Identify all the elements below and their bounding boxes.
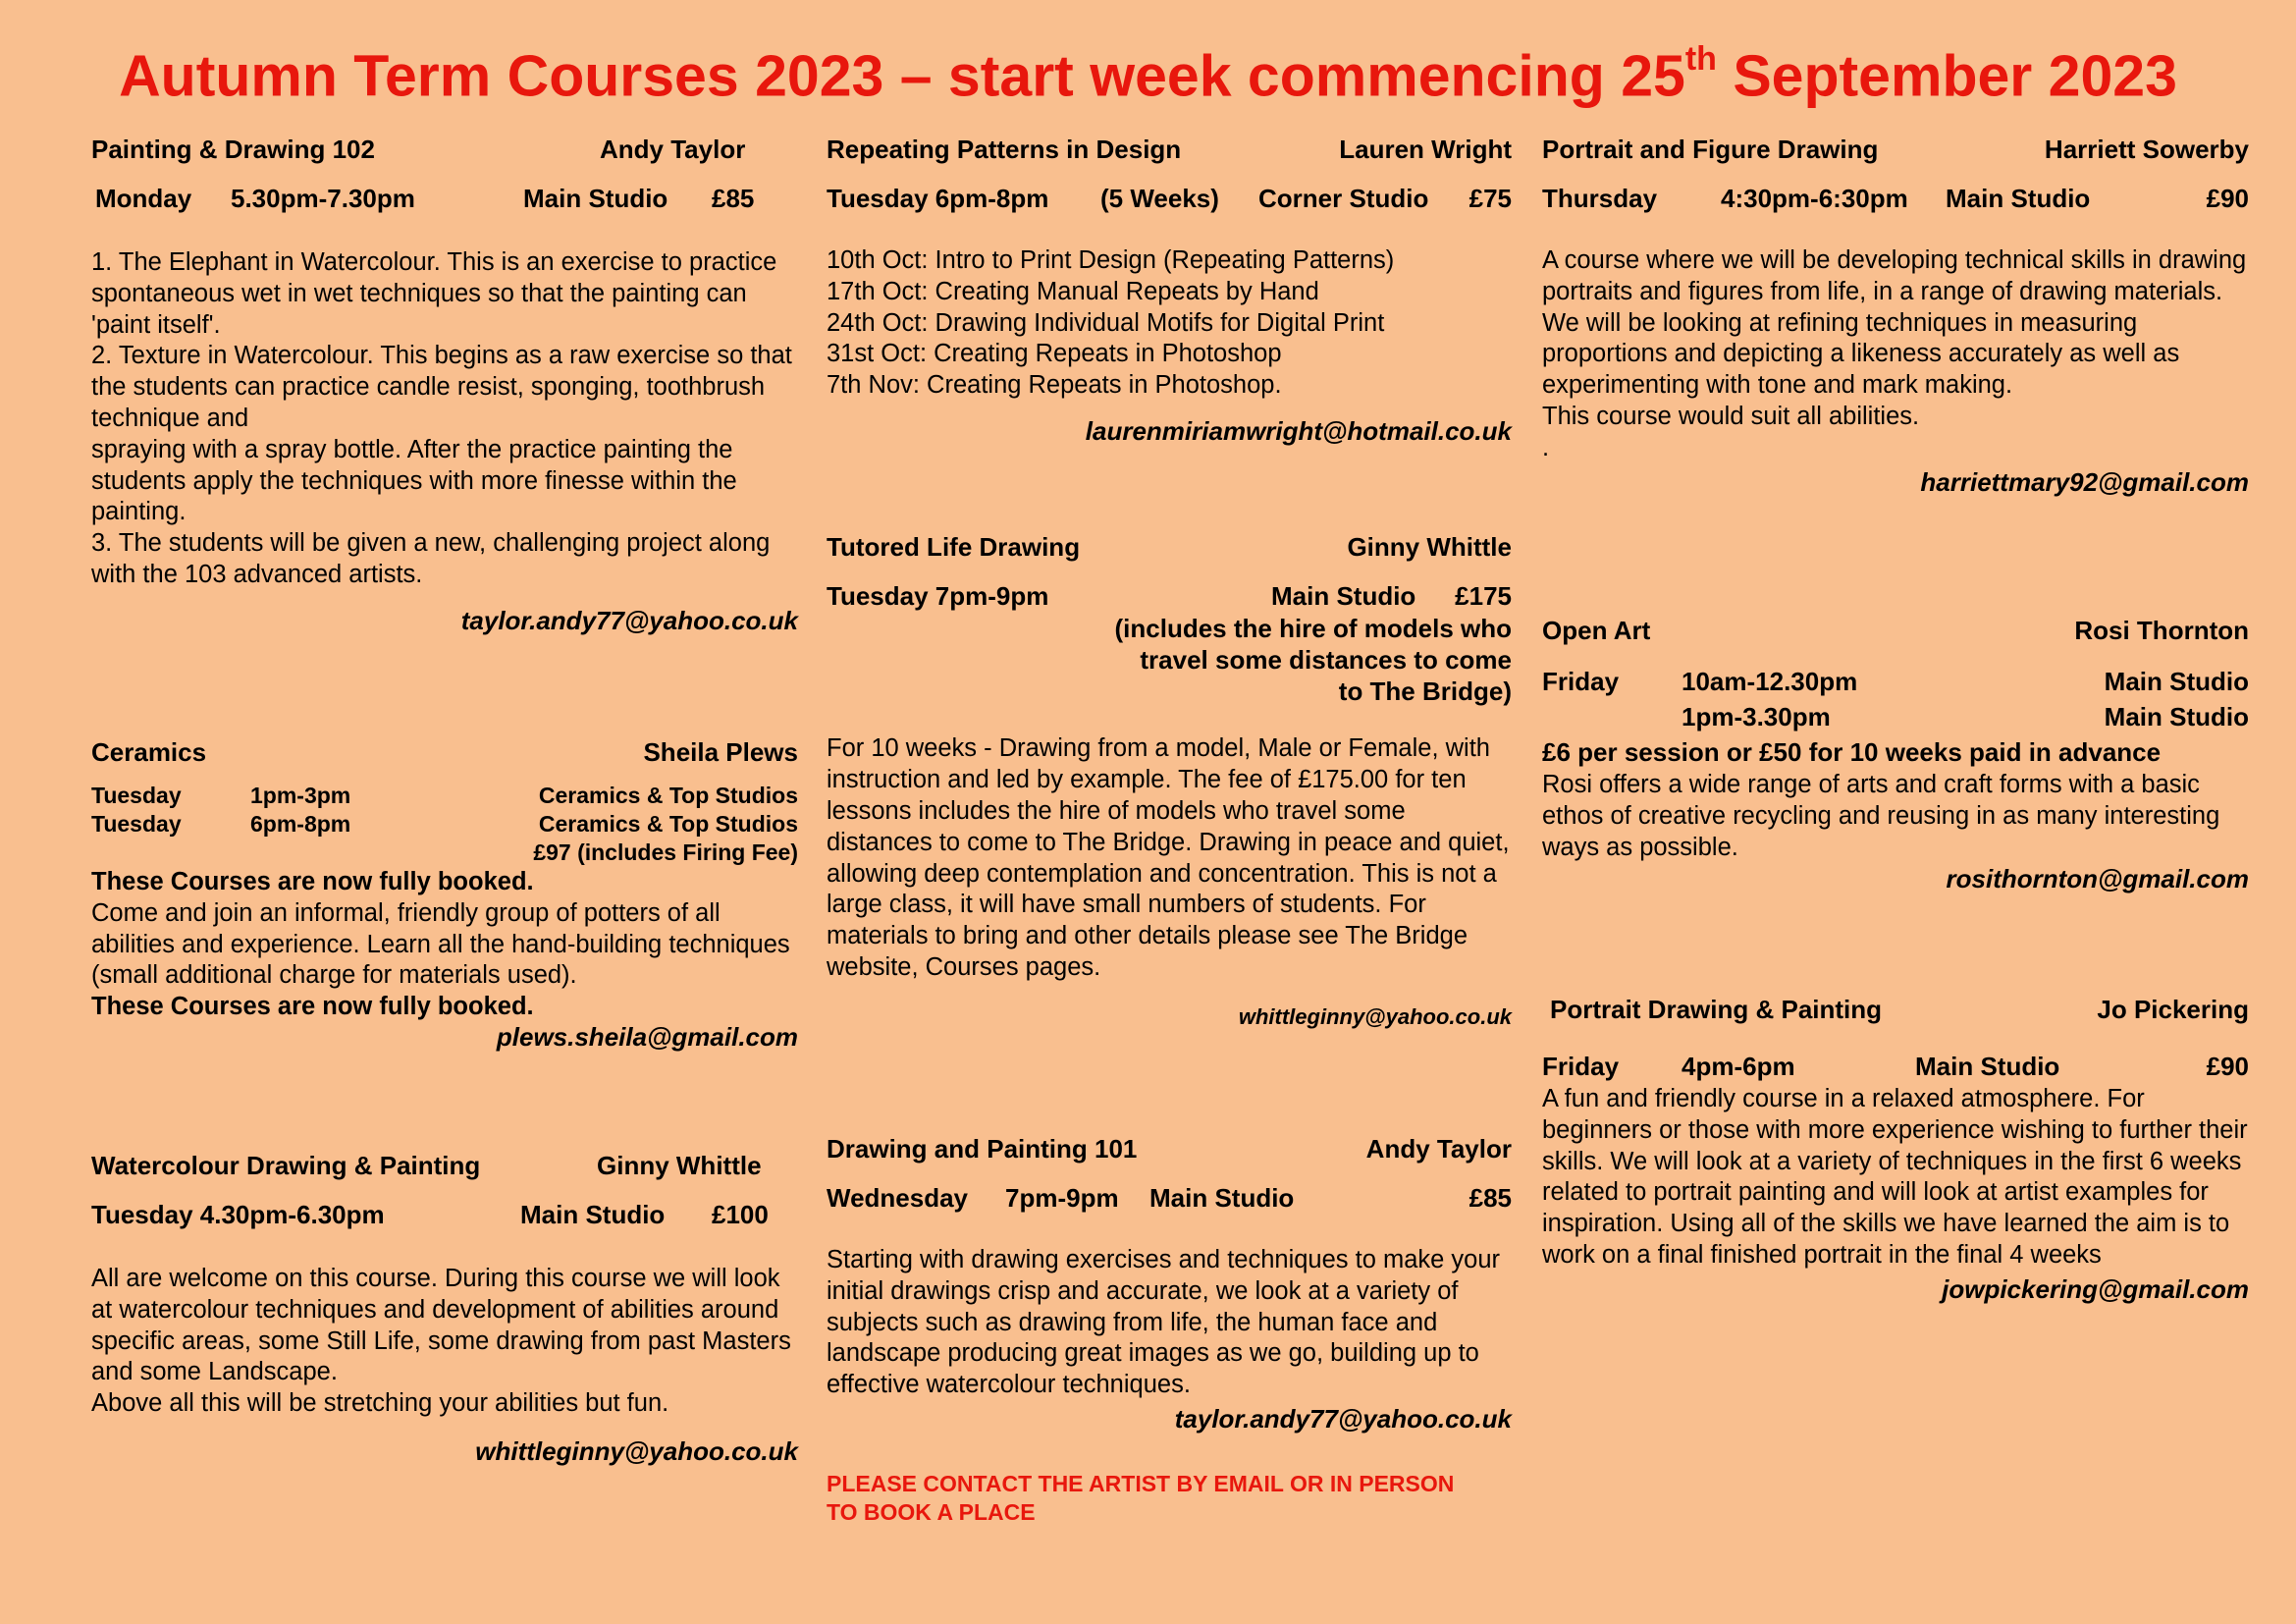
course-studio: Corner Studio [1258, 184, 1429, 213]
course-price: £175 [1455, 581, 1512, 611]
course-day: Friday [1542, 1052, 1620, 1081]
course-studio: Main Studio [2104, 702, 2249, 731]
course-name: Ceramics [91, 737, 207, 767]
course-studio: Ceramics & Top Studios [538, 811, 798, 837]
course-description: 1. The Elephant in Watercolour. This is an exercise to practice spontaneous wet in wet techniques so that the painting can 'paint itself'. 2. Texture in Watercolour. This begins as a raw exercise so that the students can practice candle resist, sponging, toothbrush technique and spraying with a spray bottle. After the practice painting the students apply the techniques with more finesse within the painting. 3. The students will be given a new, challenging project along with the 103 advanced artists. [91, 248, 792, 588]
course-name: Watercolour Drawing & Painting [91, 1151, 481, 1180]
course-name: Repeating Patterns in Design [827, 135, 1182, 164]
course-studio: Ceramics & Top Studios [538, 783, 798, 808]
course-description: Rosi offers a wide range of arts and craft forms with a basic ethos of creative recycling and reusing in as many interesting ways as possible. [1542, 771, 2220, 861]
course-studio: Main Studio [1946, 184, 2091, 213]
course-ceramics [91, 734, 798, 1055]
course-life-drawing [827, 529, 1512, 1035]
course-day-time: Tuesday 6pm-8pm [827, 184, 1049, 213]
course-painting-102 [91, 132, 798, 638]
course-time: 7pm-9pm [1005, 1183, 1119, 1213]
course-day-time: Tuesday 7pm-9pm [827, 581, 1049, 611]
course-day: Monday [95, 184, 192, 213]
course-price: £85 [712, 184, 755, 213]
course-day: Wednesday [827, 1183, 969, 1213]
course-email[interactable]: jowpickering@gmail.com [1942, 1273, 2249, 1304]
course-name: Open Art [1542, 616, 1651, 645]
course-description: For 10 weeks - Drawing from a model, Male or Female, with instruction and led by example. The fee of £175.00 for ten lessons includes the hire of models who travel some distances to come to The Bridge. Drawing in peace and quiet, allowing deep contemplation and concentration. This is not a large class, it will have small numbers of students. For materials to bring and other details please see The Bridge website, Courses pages. [827, 734, 1510, 981]
course-email[interactable]: plews.sheila@gmail.com [496, 1021, 798, 1052]
page-title: Autumn Term Courses 2023 – start week commencing 25th September 2023 [119, 40, 2177, 109]
course-time: 5.30pm-7.30pm [231, 184, 415, 213]
course-description: A fun and friendly course in a relaxed atmosphere. For beginners or those with more experience wishing to further their skills. We will look at a variety of techniques in the first 6 weeks related to portrait painting and will look at artist examples for inspiration. Using all of the skills we have learned the aim is to work on a final finished portrait in the final 4 weeks [1542, 1085, 2248, 1269]
course-email[interactable]: harriettmary92@gmail.com [1920, 466, 2249, 497]
course-tutor: Harriett Sowerby [2044, 135, 2249, 164]
course-email[interactable]: rosithornton@gmail.com [1946, 864, 2249, 894]
course-portrait-figure [1542, 132, 2249, 500]
course-watercolour [91, 1148, 798, 1469]
course-time: 1pm-3pm [250, 783, 351, 808]
course-tutor: Sheila Plews [643, 737, 798, 767]
course-time: 1pm-3.30pm [1682, 702, 1831, 731]
course-day: Friday [1542, 667, 1620, 696]
course-day: Thursday [1542, 184, 1658, 213]
booking-notice: PLEASE CONTACT THE ARTIST BY EMAIL OR IN PERSON TO BOOK A PLACE [827, 1470, 1455, 1525]
course-portrait-painting [1542, 992, 2249, 1307]
course-price: £75 [1468, 184, 1512, 213]
course-tutor: Lauren Wright [1339, 135, 1512, 164]
course-name: Painting & Drawing 102 [91, 135, 375, 164]
course-time: 4pm-6pm [1682, 1052, 1795, 1081]
course-repeating-patterns [827, 132, 1512, 449]
course-tutor: Andy Taylor [600, 135, 746, 164]
course-email[interactable]: whittleginny@yahoo.co.uk [475, 1435, 798, 1466]
course-studio: Main Studio [523, 184, 668, 213]
course-studio: Main Studio [2104, 667, 2249, 696]
course-email[interactable]: taylor.andy77@yahoo.co.uk [460, 605, 798, 635]
course-tutor: Rosi Thornton [2074, 616, 2249, 645]
course-time: 10am-12.30pm [1682, 667, 1858, 696]
course-description: All are welcome on this course. During this course we will look at watercolour techniques and development of abilities around specific areas, some Still Life, some drawing from past Masters and some Landscape. Above all this will be stretching your abilities but fun. [91, 1265, 791, 1418]
course-price: £97 (includes Firing Fee) [533, 839, 798, 865]
course-price: £100 [712, 1200, 769, 1229]
course-tutor: Andy Taylor [1365, 1134, 1512, 1164]
course-description: A course where we will be developing technical skills in drawing portraits and figures from life, in a range of drawing materials. We will be looking at refining techniques in measuring proportions and depicting a likeness accurately as well as experimenting with tone and mark making. This course would suit all abilities. . [1542, 246, 2247, 461]
course-name: Portrait and Figure Drawing [1542, 135, 1879, 164]
course-studio: Main Studio [1915, 1052, 2060, 1081]
course-sessions: 10th Oct: Intro to Print Design (Repeating Patterns) 17th Oct: Creating Manual Repeats by Hand 24th Oct: Drawing Individual Motifs for Digital Print 31st Oct: Creating Repeats in Photoshop 7th Nov: Creating Repeats in Photoshop. [827, 246, 1395, 400]
course-studio: Main Studio [1271, 581, 1416, 611]
course-email[interactable]: whittleginny@yahoo.co.uk [1238, 1003, 1512, 1029]
course-open-art [1542, 613, 2249, 896]
course-name: Drawing and Painting 101 [827, 1134, 1138, 1164]
course-time: 4:30pm-6:30pm [1721, 184, 1908, 213]
booked-notice: These Courses are now fully booked. [91, 993, 534, 1021]
course-price: £85 [1468, 1183, 1512, 1213]
course-price: £90 [2206, 1052, 2249, 1081]
course-time: 6pm-8pm [250, 811, 351, 837]
course-studio: Main Studio [520, 1200, 666, 1229]
course-tutor: Ginny Whittle [1347, 532, 1512, 562]
course-painting-101 [827, 1131, 1512, 1527]
course-tutor: Jo Pickering [2097, 995, 2249, 1024]
booked-notice: These Courses are now fully booked. [91, 868, 534, 895]
course-email[interactable]: taylor.andy77@yahoo.co.uk [1174, 1403, 1512, 1434]
course-day: Tuesday [91, 783, 182, 808]
course-email[interactable]: laurenmiriamwright@hotmail.co.uk [1085, 415, 1512, 446]
course-description: These Courses are now fully booked. Come and join an informal, friendly group of potters of all abilities and experience. Learn all the hand-building techniques (small additional charge for materials used). These Courses are now fully booked. [91, 867, 798, 1023]
course-weeks: (5 Weeks) [1100, 184, 1219, 213]
course-day-time: Tuesday 4.30pm-6.30pm [91, 1200, 385, 1229]
course-name: Tutored Life Drawing [827, 532, 1081, 562]
course-day: Tuesday [91, 811, 182, 837]
course-note: (includes the hire of models who travel some distances to come to The Bridge) [1114, 614, 1512, 706]
course-tutor: Ginny Whittle [597, 1151, 762, 1180]
course-price: £90 [2206, 184, 2249, 213]
course-studio: Main Studio [1149, 1183, 1295, 1213]
course-description: Starting with drawing exercises and techniques to make your initial drawings crisp and accurate, we look at a variety of subjects such as drawing from life, the human face and landscape producing great images as we go, building up to effective watercolour techniques. [827, 1246, 1501, 1399]
course-price: £6 per session or £50 for 10 weeks paid in advance [1542, 737, 2162, 767]
course-name: Portrait Drawing & Painting [1550, 995, 1883, 1024]
